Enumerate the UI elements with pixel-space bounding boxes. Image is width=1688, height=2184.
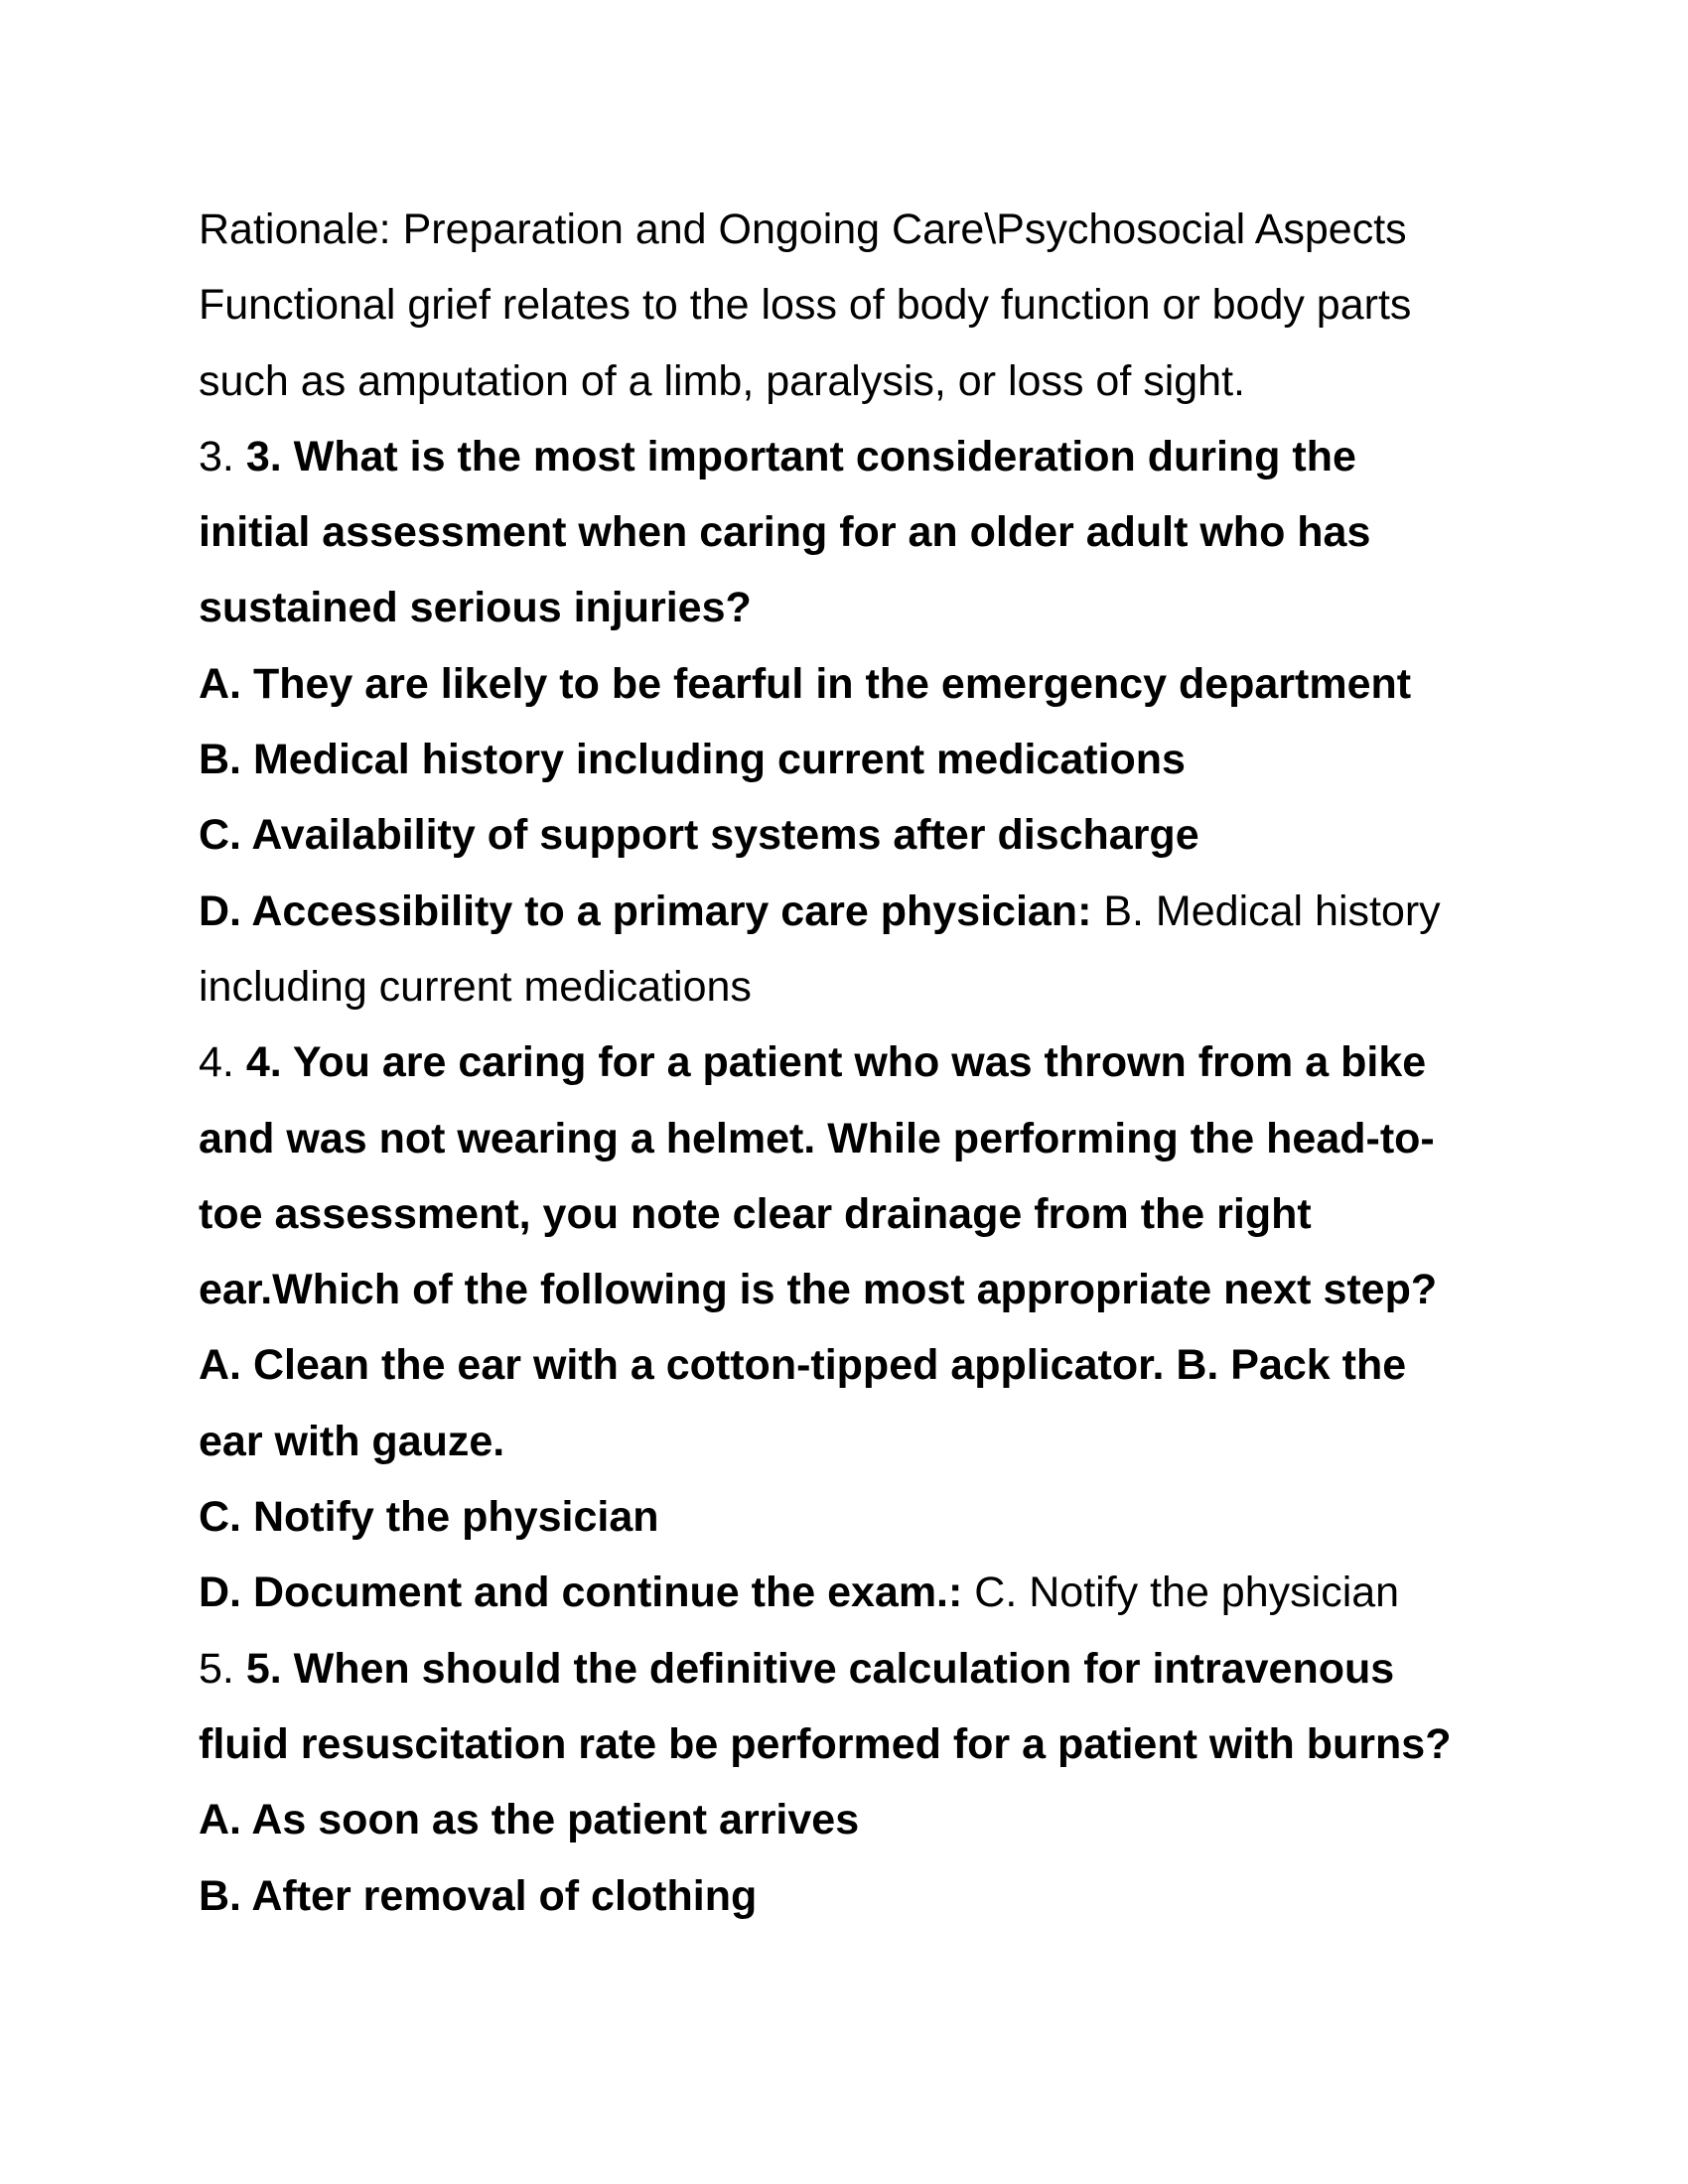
document-page bbox=[199, 192, 1519, 1934]
question-4-text: 4. You are caring for a patient who was thrown from a bike bbox=[245, 1038, 1427, 1087]
question-4-options-ab: ear with gauze. bbox=[199, 1417, 505, 1465]
question-number: 3. bbox=[199, 432, 234, 480]
question-3-line bbox=[199, 419, 1519, 494]
question-5-option-a: A. As soon as the patient arrives bbox=[199, 1796, 860, 1844]
rationale-text: such as amputation of a limb, paralysis, or loss of sight. bbox=[199, 356, 1245, 405]
question-4-line: ear.Which of the following is the most appropriate next step? bbox=[199, 1266, 1438, 1314]
rationale-heading: Rationale: Preparation and Ongoing Care\Psychosocial Aspects bbox=[199, 205, 1407, 253]
question-number: 4. bbox=[199, 1038, 234, 1087]
question-number: 5. bbox=[199, 1644, 234, 1693]
question-4-line bbox=[199, 1024, 1519, 1100]
question-4-answer: C. Notify the physician bbox=[974, 1569, 1400, 1617]
question-4-option-d-line bbox=[199, 1555, 1519, 1630]
rationale-text: Functional grief relates to the loss of body function or body parts bbox=[199, 281, 1412, 330]
question-5-line: fluid resuscitation rate be performed for a patient with burns? bbox=[199, 1719, 1452, 1768]
question-3-option-d: D. Accessibility to a primary care physician: bbox=[199, 887, 1092, 935]
question-4-option-d: D. Document and continue the exam.: bbox=[199, 1569, 963, 1617]
question-3-option-c: C. Availability of support systems after discharge bbox=[199, 811, 1199, 860]
question-3-text: 3. What is the most important consideration during the bbox=[245, 432, 1356, 480]
question-3-line: initial assessment when caring for an older adult who has bbox=[199, 508, 1371, 557]
question-3-option-b: B. Medical history including current medications bbox=[199, 736, 1186, 784]
question-3-option-a: A. They are likely to be fearful in the emergency department bbox=[199, 659, 1412, 708]
question-4-option-c: C. Notify the physician bbox=[199, 1493, 659, 1542]
question-3-line: sustained serious injuries? bbox=[199, 584, 752, 632]
question-4-line: and was not wearing a helmet. While performing the head-to- bbox=[199, 1114, 1435, 1162]
question-3-answer: B. Medical history bbox=[1103, 887, 1441, 935]
question-5-option-b: B. After removal of clothing bbox=[199, 1871, 758, 1920]
question-5-line bbox=[199, 1631, 1519, 1706]
question-3-option-d-line bbox=[199, 874, 1519, 949]
question-4-line: toe assessment, you note clear drainage from the right bbox=[199, 1189, 1312, 1238]
question-4-options-ab: A. Clean the ear with a cotton-tipped applicator. B. Pack the bbox=[199, 1341, 1407, 1390]
question-3-answer: including current medications bbox=[199, 962, 752, 1011]
question-5-text: 5. When should the definitive calculation for intravenous bbox=[245, 1644, 1395, 1693]
